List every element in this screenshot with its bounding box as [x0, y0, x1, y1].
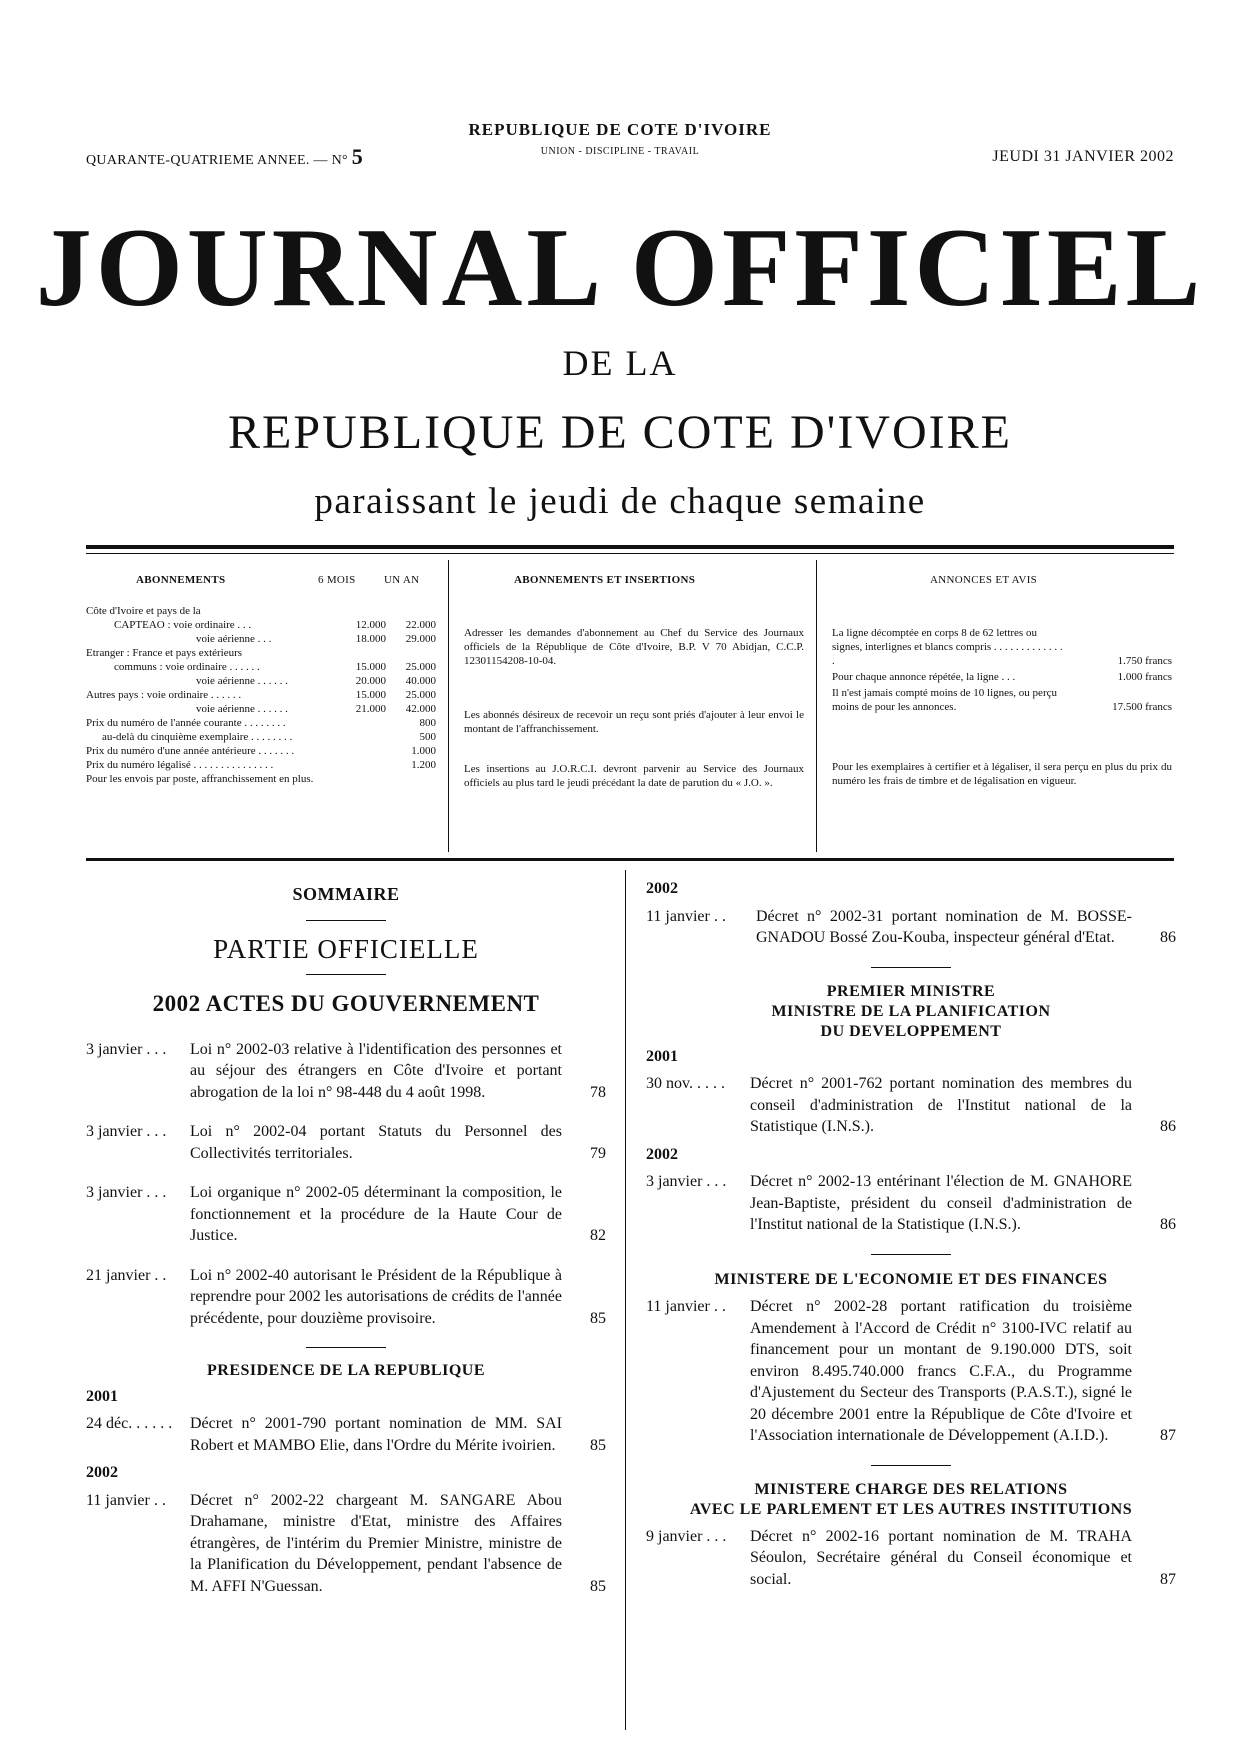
- entry-text: Décret n° 2001-762 portant nomination des membres du conseil d'administration de l'Institut national de la Statistique (I.N.S.).: [750, 1075, 1132, 1135]
- right-top-year: 2002: [646, 880, 678, 897]
- subscriptions-heading: ABONNEMENTS: [136, 574, 226, 586]
- subscription-label: au-delà du cinquième exemplaire . . . . . . . .: [102, 731, 293, 743]
- section-title: 2002 ACTES DU GOUVERNEMENT: [152, 991, 540, 1016]
- presidence-entry2: [86, 1490, 606, 1598]
- subscription-6mois: [336, 646, 386, 660]
- entry-text: Décret n° 2002-22 chargeant M. SANGARE Abou Drahamane, ministre d'Etat, ministre des Affaires étrangères, de l'intérim du Premier Ministre, ministre de la Planification du Développement, pendant l'absence de M. AFFI N'Guessan.: [190, 1491, 562, 1595]
- header-rule-thin: [86, 553, 1174, 554]
- subscription-6mois: 12.000: [355, 619, 386, 631]
- subscription-1an: 1.000: [411, 745, 436, 757]
- box-divider-1: [448, 560, 449, 852]
- relations-title2: AVEC LE PARLEMENT ET LES AUTRES INSTITUTIONS: [689, 1500, 1133, 1518]
- summary-entry: [86, 1182, 606, 1247]
- insertions-p2: Les abonnés désireux de recevoir un reçu sont priés d'ajouter à leur envoi le montant de l'affranchissement.: [464, 709, 804, 735]
- announcement-value: 17.500 francs: [1112, 701, 1172, 713]
- entry-text: Décret n° 2001-790 portant nomination de MM. SAI Robert et MAMBO Elie, dans l'Ordre du Mérite ivoirien.: [190, 1415, 562, 1454]
- subscription-1an: 500: [419, 731, 436, 743]
- economie-title: MINISTERE DE L'ECONOMIE ET DES FINANCES: [714, 1270, 1108, 1288]
- journal-title: JOURNAL OFFICIEL: [35, 206, 1205, 330]
- subscription-1an: 800: [419, 717, 436, 729]
- premier-title1: PREMIER MINISTRE: [826, 982, 996, 1000]
- motto: UNION - DISCIPLINE - TRAVAIL: [540, 146, 700, 157]
- subscription-row: [86, 716, 436, 730]
- issue-number: 5: [351, 144, 364, 169]
- box-bottom-rule: [86, 858, 1174, 861]
- relations-title1: MINISTERE CHARGE DES RELATIONS: [754, 1480, 1068, 1498]
- subscription-row: [86, 632, 436, 646]
- col-1an: UN AN: [384, 574, 420, 586]
- subscription-1an: [386, 772, 436, 786]
- announcements-table: [832, 626, 1172, 716]
- subscription-label: voie aérienne . . .: [196, 633, 272, 645]
- announcement-value: 1.750 francs: [1117, 655, 1172, 667]
- subscription-6mois: [336, 730, 386, 744]
- economie-entry: [646, 1296, 1176, 1447]
- subscription-6mois: 21.000: [355, 703, 386, 715]
- col-6mois: 6 MOIS: [318, 574, 356, 586]
- presidence-title: PRESIDENCE DE LA REPUBLIQUE: [207, 1362, 485, 1379]
- entry-date: 11 janvier . .: [86, 1491, 166, 1509]
- insertions-p3: Les insertions au J.O.R.C.I. devront parvenir au Service des Journaux officiels au plus tard le jeudi précédant la date de parution du « J.O. ».: [464, 763, 804, 789]
- entry-date: 11 janvier . .: [646, 907, 726, 925]
- subscription-row: [86, 646, 436, 660]
- entry-text: Décret n° 2002-13 entérinant l'élection de M. GNAHORE Jean-Baptiste, président du conseil d'administration de l'Institut national de la Statistique (I.N.S.).: [750, 1173, 1132, 1233]
- entry-page: 86: [1160, 1216, 1176, 1233]
- subscription-label: CAPTEAO : voie ordinaire . . .: [114, 619, 252, 631]
- subscription-label: Prix du numéro d'une année antérieure . . . . . . .: [86, 745, 295, 757]
- entry-page: 78: [590, 1083, 606, 1101]
- summary-entry: [86, 1265, 606, 1330]
- entry-text: Loi organique n° 2002-05 déterminant la composition, le fonctionnement et la procédure de la Haute Cour de Justice.: [190, 1184, 562, 1244]
- right-column: [646, 876, 1176, 1608]
- right-rule-2: [871, 1254, 951, 1255]
- presidence-entry1: [86, 1413, 606, 1456]
- subscription-6mois: [336, 772, 386, 786]
- subscription-row: [86, 688, 436, 702]
- subscription-label: Prix du numéro de l'année courante . . . . . . . .: [86, 717, 286, 729]
- entry-date: 21 janvier . .: [86, 1266, 167, 1284]
- subscription-label: Prix du numéro légalisé . . . . . . . . . . . . . . .: [86, 759, 274, 771]
- part-rule: [306, 974, 386, 975]
- subscription-label: voie aérienne . . . . . .: [196, 703, 288, 715]
- subscription-row: [86, 730, 436, 744]
- subscription-6mois: [336, 716, 386, 730]
- premier-title3: DU DEVELOPPEMENT: [820, 1022, 1002, 1040]
- announcement-label: La ligne décomptée en corps 8 de 62 lettres ou signes, interlignes et blancs compris . . . . . . . . . . . . . .: [832, 627, 1063, 667]
- subtitle-of: DE LA: [562, 343, 678, 383]
- header-rule-thick: [86, 545, 1174, 549]
- right-rule-3: [871, 1465, 951, 1466]
- subscription-1an: 29.000: [405, 633, 436, 645]
- announcements-note: Pour les exemplaires à certifier et à légaliser, il sera perçu en plus du prix du numéro les frais de timbre et de légalisation en vigueur.: [832, 761, 1172, 787]
- entry-date: 11 janvier . .: [646, 1298, 726, 1315]
- subscription-6mois: 18.000: [355, 633, 386, 645]
- entry-page: 85: [590, 1436, 606, 1454]
- republic-heading: REPUBLIQUE DE COTE D'IVOIRE: [468, 120, 772, 139]
- subscription-row: [86, 702, 436, 716]
- entry-date: 3 janvier . . .: [646, 1173, 727, 1190]
- premier-year2: 2002: [646, 1145, 678, 1163]
- entry-text: Loi n° 2002-03 relative à l'identification des personnes et au séjour des étrangers en Côte d'Ivoire et portant abrogation de la loi n° 98-448 du 4 août 1998.: [190, 1040, 562, 1101]
- entry-date: 3 janvier . . .: [86, 1040, 167, 1058]
- subscriptions-table: [86, 604, 436, 786]
- subscription-6mois: [336, 758, 386, 772]
- entry-page: 85: [590, 1577, 606, 1595]
- subscription-1an: 42.000: [405, 703, 436, 715]
- announcements-heading: ANNONCES ET AVIS: [930, 574, 1038, 586]
- subscription-row: [86, 604, 436, 618]
- issue-date: JEUDI 31 JANVIER 2002: [992, 148, 1174, 165]
- subscription-1an: 25.000: [405, 689, 436, 701]
- entry-date: 3 janvier . . .: [86, 1123, 167, 1140]
- subscription-row: [86, 660, 436, 674]
- premier-year1: 2001: [646, 1047, 678, 1065]
- subscription-6mois: 20.000: [355, 675, 386, 687]
- entry-date: 9 janvier . . .: [646, 1527, 727, 1545]
- subscription-label: Côte d'Ivoire et pays de la: [86, 605, 201, 617]
- announcement-label: Il n'est jamais compté moins de 10 lignes, ou perçu moins de pour les annonces.: [832, 687, 1057, 713]
- entry-text: Décret n° 2002-31 portant nomination de M. BOSSE-GNADOU Bossé Zou-Kouba, inspecteur général d'Etat.: [756, 907, 1132, 946]
- subscription-1an: [386, 646, 436, 660]
- subscription-label: Autres pays : voie ordinaire . . . . . .: [86, 689, 242, 701]
- right-rule-1: [871, 967, 951, 968]
- subscription-1an: 40.000: [405, 675, 436, 687]
- entry-text: Décret n° 2002-28 portant ratification du troisième Amendement à l'Accord de Crédit n° 3100-IVC relatif au financement pour un montant de 9.190.000 DTS, soit environ 8.495.740.000 francs C.F.A., du Programme d'Ajustement du Secteur des Transports (P.A.S.T.), signé le 20 décembre 2001 entre la République de Côte d'Ivoire et l'Association internationale de Développement (A.I.D.).: [750, 1298, 1132, 1444]
- left-column: [86, 876, 606, 1615]
- subscription-row: [86, 758, 436, 772]
- insertions-heading: ABONNEMENTS ET INSERTIONS: [514, 574, 696, 586]
- premier-entry2: [646, 1171, 1176, 1236]
- entry-date: 3 janvier . . .: [86, 1184, 167, 1201]
- entry-page: 82: [590, 1227, 606, 1244]
- part-title: PARTIE OFFICIELLE: [213, 933, 479, 964]
- subscription-1an: 1.200: [411, 759, 436, 771]
- entries-rule: [306, 1347, 386, 1348]
- left-entries: [86, 1039, 606, 1330]
- subtitle-country: REPUBLIQUE DE COTE D'IVOIRE: [228, 406, 1012, 459]
- entry-text: Loi n° 2002-40 autorisant le Président de la République à reprendre pour 2002 les autorisations de crédits de l'année précédente, pour douzième provisoire.: [190, 1266, 562, 1327]
- subscription-row: [86, 674, 436, 688]
- insertions-p1: Adresser les demandes d'abonnement au Chef du Service des Journaux officiels de la République de Côte d'Ivoire, B.P. V 70 Abidjan, C.C.P. 12301154208-10-04.: [464, 627, 804, 667]
- presidence-year1: 2001: [86, 1387, 118, 1405]
- subscription-1an: 25.000: [405, 661, 436, 673]
- entry-page: 87: [1160, 1570, 1176, 1588]
- summary-rule: [306, 920, 386, 921]
- subscription-6mois: 15.000: [355, 661, 386, 673]
- subscription-1an: [386, 604, 436, 618]
- announcement-row: [832, 670, 1172, 684]
- subscription-1an: 22.000: [405, 619, 436, 631]
- relations-entry: [646, 1526, 1176, 1591]
- entry-page: 85: [590, 1309, 606, 1327]
- announcement-label: Pour chaque annonce répétée, la ligne . . .: [832, 671, 1016, 683]
- entry-date: 30 nov. . . . .: [646, 1075, 725, 1092]
- subscription-6mois: [336, 744, 386, 758]
- entry-page: 86: [1160, 1118, 1176, 1135]
- subscription-label: voie aérienne . . . . . .: [196, 675, 288, 687]
- subscription-label: Pour les envois par poste, affranchissement en plus.: [86, 773, 314, 785]
- entry-page: 79: [590, 1144, 606, 1162]
- announcement-row: [832, 626, 1172, 668]
- entry-page: 86: [1160, 929, 1176, 946]
- subscription-6mois: [336, 604, 386, 618]
- subscription-label: communs : voie ordinaire . . . . . .: [114, 661, 260, 673]
- premier-title2: MINISTRE DE LA PLANIFICATION: [771, 1002, 1051, 1020]
- announcement-value: 1.000 francs: [1117, 671, 1172, 683]
- subscription-6mois: 15.000: [355, 689, 386, 701]
- entry-date: 24 déc. . . . . .: [86, 1415, 173, 1432]
- subscription-row: [86, 772, 436, 786]
- subscription-row: [86, 744, 436, 758]
- subscription-row: [86, 618, 436, 632]
- tagline: paraissant le jeudi de chaque semaine: [314, 481, 926, 522]
- announcement-row: [832, 686, 1172, 714]
- right-top-entry: [646, 906, 1176, 949]
- premier-entry1: [646, 1073, 1176, 1138]
- summary-entry: [86, 1121, 606, 1164]
- entry-text: Décret n° 2002-16 portant nomination de M. TRAHA Séoulon, Secrétaire général du Conseil économique et social.: [750, 1527, 1132, 1588]
- year-text: QUARANTE-QUATRIEME ANNEE. — N°: [86, 153, 348, 168]
- column-divider: [625, 870, 626, 1730]
- entry-text: Loi n° 2002-04 portant Statuts du Personnel des Collectivités territoriales.: [190, 1123, 562, 1162]
- entry-page: 87: [1160, 1427, 1176, 1444]
- subscription-label: Etranger : France et pays extérieurs: [86, 647, 243, 659]
- summary-entry: [86, 1039, 606, 1104]
- presidence-year2: 2002: [86, 1464, 118, 1481]
- box-divider-2: [816, 560, 817, 852]
- summary-title: SOMMAIRE: [292, 884, 400, 904]
- year-issue: [86, 144, 363, 170]
